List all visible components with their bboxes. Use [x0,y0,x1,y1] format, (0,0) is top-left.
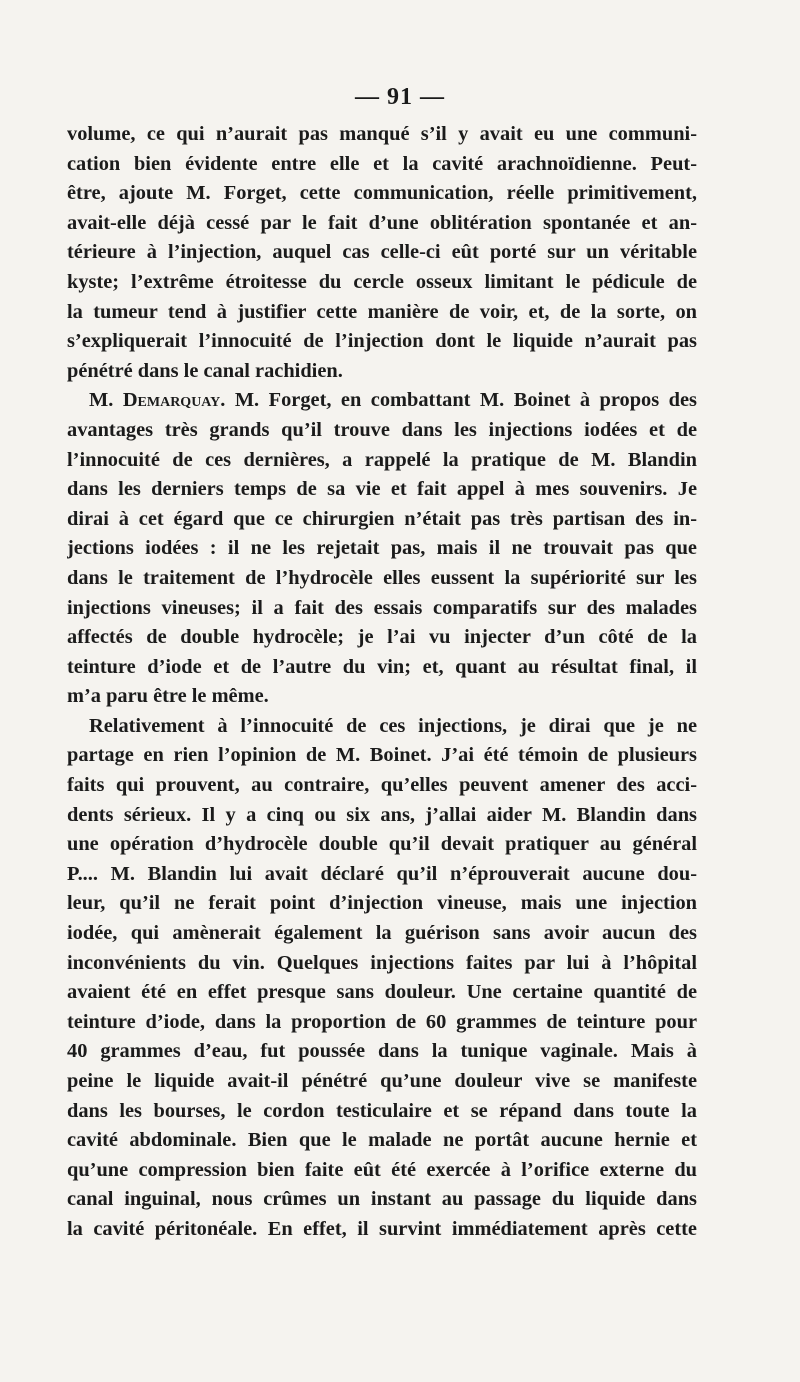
text-line: dirai à cet égard que ce chirurgien n’était pas très partisan des in- [67,507,697,530]
text-line: térieure à l’injection, auquel cas celle-ci eût porté sur un véritable [67,241,697,264]
paragraph-3 [67,712,697,1245]
text-line: affectés de double hydrocèle; je l’ai vu injecter d’un côté de la [67,626,697,649]
text-line: avantages très grands qu’il trouve dans les injections iodées et de [67,418,697,441]
text-line: peine le liquide avait-il pénétré qu’une douleur vive se manifeste [67,1070,697,1092]
text-line: Relativement à l’innocuité de ces injections, je dirai que je ne [89,714,697,737]
text-line: inconvénients du vin. Quelques injections faites par lui à l’hôpital [67,951,697,974]
text-line: jections iodées : il ne les rejetait pas, mais il ne trouvait pas que [67,537,697,560]
body-text [67,120,697,1245]
text-line: teinture d’iode et de l’autre du vin; et, quant au résultat final, il [67,655,697,678]
text-line: une opération d’hydrocèle double qu’il devait pratiquer au général [67,833,697,856]
text-line: kyste; l’extrême étroitesse du cercle osseux limitant le pédicule de [67,270,697,293]
text-line: 40 grammes d’eau, fut poussée dans la tunique vaginale. Mais à [67,1040,697,1063]
text-line: teinture d’iode, dans la proportion de 60 grammes de teinture pour [67,1010,697,1033]
text-line: cavité abdominale. Bien que le malade ne portât aucune hernie et [67,1129,697,1152]
text-line: partage en rien l’opinion de M. Boinet. J’ai été témoin de plusieurs [67,744,697,767]
text-line: dans les bourses, le cordon testiculaire et se répand dans toute la [67,1099,697,1122]
speaker-line-rest: . M. Forget, en combattant M. Boinet à propos des [220,389,697,412]
text-line: l’innocuité de ces dernières, a rappelé la pratique de M. Blandin [67,448,697,471]
text-line: faits qui prouvent, au contraire, qu’elles peuvent amener des acci- [67,774,697,797]
text-line: la tumeur tend à justifier cette manière de voir, et, de la sorte, on [67,300,697,323]
text-line: avaient été en effet presque sans douleur. Une certaine quantité de [67,981,697,1004]
text-line: volume, ce qui n’aurait pas manqué s’il y avait eu une communi- [67,123,697,145]
text-line: P.... M. Blandin lui avait déclaré qu’il n’éprouverait aucune dou- [67,862,697,885]
text-line: avait-elle déjà cessé par le fait d’une oblitération spontanée et an- [67,211,697,234]
text-line: la cavité péritonéale. En effet, il survint immédiatement après cette [67,1217,697,1240]
text-line: iodée, qui amènerait également la guérison sans avoir aucun des [67,922,697,945]
text-line: canal inguinal, nous crûmes un instant au passage du liquide dans [67,1188,697,1211]
page-number: — 91 — [355,84,445,110]
text-line: qu’une compression bien faite eût été exercée à l’orifice externe du [67,1158,697,1181]
text-line: dans les derniers temps de sa vie et fait appel à mes souvenirs. Je [67,478,697,501]
text-line: cation bien évidente entre elle et la cavité arachnoïdienne. Peut- [67,152,697,175]
text-line: s’expliquerait l’innocuité de l’injection dont le liquide n’aurait pas [67,330,697,353]
text-line [67,386,697,416]
speaker-name: Demarquay [122,389,221,412]
text-line: m’a paru être le même. [67,685,269,708]
text-line: leur, qu’il ne ferait point d’injection vineuse, mais une injection [67,892,697,915]
text-line: pénétré dans le canal rachidien. [67,359,343,382]
text-line: injections vineuses; il a fait des essais comparatifs sur des malades [67,596,697,619]
text-line: dents sérieux. Il y a cinq ou six ans, j’allai aider M. Blandin dans [67,803,697,826]
speaker-prefix: M. [89,389,123,412]
paragraph-2 [67,386,697,712]
text-line: dans le traitement de l’hydrocèle elles eussent la supériorité sur les [67,566,697,589]
text-line: être, ajoute M. Forget, cette communication, réelle primitivement, [67,182,697,205]
paragraph-1 [67,120,697,386]
